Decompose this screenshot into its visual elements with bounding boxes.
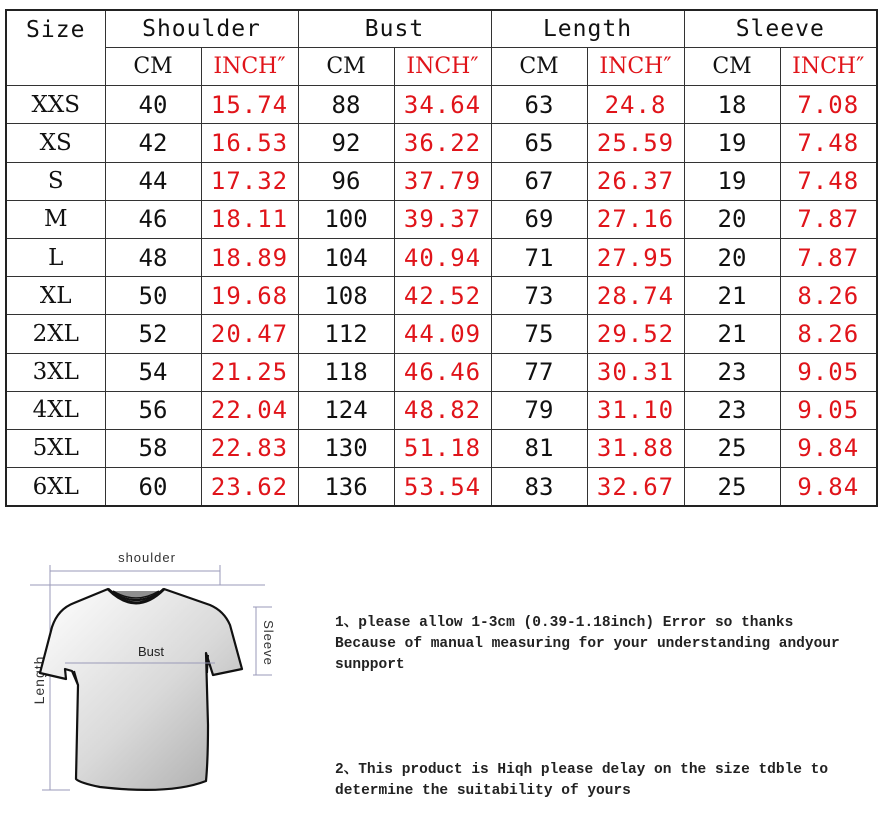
inch-cell: 25.59 xyxy=(587,124,684,162)
size-cell: S xyxy=(6,162,105,200)
tshirt-icon xyxy=(40,589,242,790)
inch-cell: 24.8 xyxy=(587,86,684,124)
unit-cm-header: CM xyxy=(105,48,201,86)
unit-inch-header: INCH″ xyxy=(780,48,877,86)
table-row xyxy=(6,200,877,238)
note-2-line-2: determine the suitability of yours xyxy=(335,783,631,799)
cm-cell: 21 xyxy=(684,315,780,353)
size-cell: 2XL xyxy=(6,315,105,353)
inch-cell: 9.84 xyxy=(780,468,877,507)
cm-cell: 46 xyxy=(105,200,201,238)
inch-cell: 18.11 xyxy=(201,200,298,238)
inch-cell: 30.31 xyxy=(587,353,684,391)
cm-cell: 65 xyxy=(491,124,587,162)
inch-cell: 7.48 xyxy=(780,124,877,162)
length-header: Length xyxy=(491,10,684,48)
size-header: Size xyxy=(6,10,105,86)
cm-cell: 75 xyxy=(491,315,587,353)
table-row xyxy=(6,391,877,429)
inch-cell: 9.05 xyxy=(780,391,877,429)
inch-cell: 23.62 xyxy=(201,468,298,507)
inch-cell: 26.37 xyxy=(587,162,684,200)
note-1-line-3: sunpport xyxy=(335,657,405,673)
cm-cell: 130 xyxy=(298,429,394,467)
inch-cell: 8.26 xyxy=(780,315,877,353)
note-2-line-1: 2、This product is Hiqh please delay on the size tdble to xyxy=(335,762,829,778)
cm-cell: 63 xyxy=(491,86,587,124)
cm-cell: 18 xyxy=(684,86,780,124)
unit-inch-header: INCH″ xyxy=(201,48,298,86)
inch-cell: 53.54 xyxy=(394,468,491,507)
inch-cell: 21.25 xyxy=(201,353,298,391)
size-cell: M xyxy=(6,200,105,238)
cm-cell: 67 xyxy=(491,162,587,200)
size-cell: 4XL xyxy=(6,391,105,429)
shoulder-header: Shoulder xyxy=(105,10,298,48)
table-row xyxy=(6,353,877,391)
size-cell: 3XL xyxy=(6,353,105,391)
cm-cell: 48 xyxy=(105,238,201,276)
cm-cell: 21 xyxy=(684,277,780,315)
cm-cell: 44 xyxy=(105,162,201,200)
cm-cell: 60 xyxy=(105,468,201,507)
inch-cell: 22.04 xyxy=(201,391,298,429)
shoulder-label: shoulder xyxy=(118,550,176,565)
bust-header: Bust xyxy=(298,10,491,48)
table-row xyxy=(6,162,877,200)
inch-cell: 19.68 xyxy=(201,277,298,315)
cm-cell: 77 xyxy=(491,353,587,391)
bust-label: Bust xyxy=(137,644,165,659)
inch-cell: 31.88 xyxy=(587,429,684,467)
size-cell: 6XL xyxy=(6,468,105,507)
cm-cell: 124 xyxy=(298,391,394,429)
table-row xyxy=(6,86,877,124)
unit-header-row xyxy=(6,48,877,86)
size-chart-table xyxy=(5,9,878,507)
inch-cell: 18.89 xyxy=(201,238,298,276)
note-1 xyxy=(335,613,840,676)
table-body xyxy=(6,86,877,507)
note-1-line-1: 1、please allow 1-3cm (0.39-1.18inch) Error so thanks xyxy=(335,615,794,631)
table-row xyxy=(6,277,877,315)
cm-cell: 73 xyxy=(491,277,587,315)
cm-cell: 88 xyxy=(298,86,394,124)
inch-cell: 40.94 xyxy=(394,238,491,276)
cm-cell: 100 xyxy=(298,200,394,238)
cm-cell: 20 xyxy=(684,238,780,276)
inch-cell: 22.83 xyxy=(201,429,298,467)
cm-cell: 81 xyxy=(491,429,587,467)
cm-cell: 118 xyxy=(298,353,394,391)
inch-cell: 34.64 xyxy=(394,86,491,124)
size-cell: XL xyxy=(6,277,105,315)
cm-cell: 25 xyxy=(684,468,780,507)
inch-cell: 36.22 xyxy=(394,124,491,162)
inch-cell: 7.87 xyxy=(780,200,877,238)
inch-cell: 17.32 xyxy=(201,162,298,200)
inch-cell: 20.47 xyxy=(201,315,298,353)
cm-cell: 136 xyxy=(298,468,394,507)
cm-cell: 112 xyxy=(298,315,394,353)
cm-cell: 108 xyxy=(298,277,394,315)
cm-cell: 23 xyxy=(684,391,780,429)
table-row xyxy=(6,429,877,467)
inch-cell: 7.08 xyxy=(780,86,877,124)
cm-cell: 71 xyxy=(491,238,587,276)
sleeve-header: Sleeve xyxy=(684,10,877,48)
size-cell: XXS xyxy=(6,86,105,124)
inch-cell: 51.18 xyxy=(394,429,491,467)
cm-cell: 92 xyxy=(298,124,394,162)
tshirt-measurement-diagram xyxy=(10,545,285,810)
size-cell: 5XL xyxy=(6,429,105,467)
cm-cell: 25 xyxy=(684,429,780,467)
inch-cell: 44.09 xyxy=(394,315,491,353)
table-row xyxy=(6,468,877,507)
cm-cell: 104 xyxy=(298,238,394,276)
inch-cell: 46.46 xyxy=(394,353,491,391)
size-cell: XS xyxy=(6,124,105,162)
inch-cell: 27.16 xyxy=(587,200,684,238)
inch-cell: 9.84 xyxy=(780,429,877,467)
cm-cell: 50 xyxy=(105,277,201,315)
inch-cell: 48.82 xyxy=(394,391,491,429)
table-row xyxy=(6,124,877,162)
inch-cell: 31.10 xyxy=(587,391,684,429)
table-header-row xyxy=(6,10,877,48)
cm-cell: 19 xyxy=(684,162,780,200)
cm-cell: 52 xyxy=(105,315,201,353)
cm-cell: 96 xyxy=(298,162,394,200)
inch-cell: 15.74 xyxy=(201,86,298,124)
cm-cell: 54 xyxy=(105,353,201,391)
cm-cell: 79 xyxy=(491,391,587,429)
inch-cell: 7.87 xyxy=(780,238,877,276)
cm-cell: 23 xyxy=(684,353,780,391)
cm-cell: 40 xyxy=(105,86,201,124)
unit-cm-header: CM xyxy=(298,48,394,86)
table-row xyxy=(6,238,877,276)
unit-cm-header: CM xyxy=(684,48,780,86)
inch-cell: 27.95 xyxy=(587,238,684,276)
inch-cell: 28.74 xyxy=(587,277,684,315)
shoulder-dimension-line xyxy=(30,565,265,585)
cm-cell: 56 xyxy=(105,391,201,429)
sleeve-label: Sleeve xyxy=(261,620,276,666)
cm-cell: 42 xyxy=(105,124,201,162)
inch-cell: 16.53 xyxy=(201,124,298,162)
inch-cell: 29.52 xyxy=(587,315,684,353)
inch-cell: 37.79 xyxy=(394,162,491,200)
inch-cell: 8.26 xyxy=(780,277,877,315)
inch-cell: 39.37 xyxy=(394,200,491,238)
cm-cell: 69 xyxy=(491,200,587,238)
table-row xyxy=(6,315,877,353)
inch-cell: 7.48 xyxy=(780,162,877,200)
note-2 xyxy=(335,760,828,802)
unit-inch-header: INCH″ xyxy=(587,48,684,86)
cm-cell: 83 xyxy=(491,468,587,507)
length-label: Length xyxy=(31,655,47,705)
inch-cell: 9.05 xyxy=(780,353,877,391)
inch-cell: 42.52 xyxy=(394,277,491,315)
inch-cell: 32.67 xyxy=(587,468,684,507)
cm-cell: 19 xyxy=(684,124,780,162)
note-1-line-2: Because of manual measuring for your understanding andyour xyxy=(335,636,840,652)
cm-cell: 58 xyxy=(105,429,201,467)
size-cell: L xyxy=(6,238,105,276)
unit-inch-header: INCH″ xyxy=(394,48,491,86)
unit-cm-header: CM xyxy=(491,48,587,86)
cm-cell: 20 xyxy=(684,200,780,238)
